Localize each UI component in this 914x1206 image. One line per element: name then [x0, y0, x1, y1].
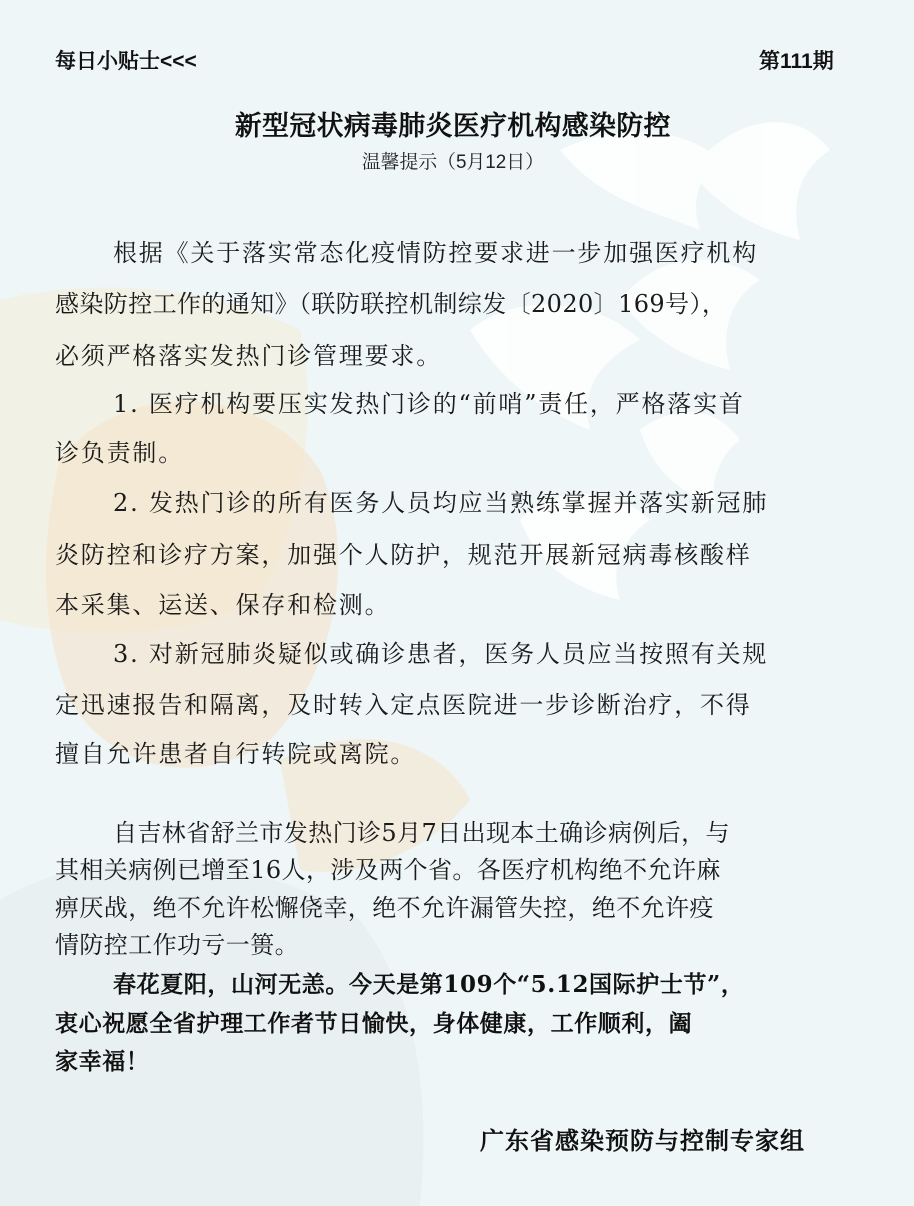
- paragraph-1-line-2: 感染防控工作的通知》（联防联控机制综发〔2020〕169号），: [55, 290, 727, 318]
- item-1-line-1: 1. 医疗机构要压实发热门诊的“前哨”责任，严格落实首: [113, 390, 745, 418]
- item-3-line-1: 3. 对新冠肺炎疑似或确诊患者，医务人员应当按照有关规: [113, 640, 769, 668]
- item-2-line-2: 炎防控和诊疗方案，加强个人防护，规范开展新冠病毒核酸样: [55, 541, 752, 569]
- item-3-line-2: 定迅速报告和隔离，及时转入定点医院进一步诊断治疗，不得: [55, 691, 752, 719]
- closing-line-2: 衷心祝愿全省护理工作者节日愉快，身体健康，工作顺利，阖: [55, 1010, 693, 1037]
- page-title: 新型冠状病毒肺炎医疗机构感染防控: [234, 111, 671, 142]
- issue-number: 第111期: [759, 50, 834, 73]
- paragraph-2-line-1: 自吉林省舒兰市发热门诊5月7日出现本土确诊病例后，与: [113, 819, 730, 847]
- item-2-line-3: 本采集、运送、保存和检测。: [55, 591, 391, 619]
- paragraph-2-line-2: 其相关病例已增至16人，涉及两个省。各医疗机构绝不允许麻: [55, 856, 721, 884]
- paragraph-2-line-4: 情防控工作功亏一篑。: [55, 931, 299, 959]
- paragraph-2-line-3: 痹厌战，绝不允许松懈侥幸，绝不允许漏管失控，绝不允许疫: [55, 894, 714, 922]
- closing-line-1: 春花夏阳，山河无恙。今天是第109个“5.12国际护士节”，: [113, 971, 745, 998]
- item-1-line-2: 诊负责制。: [55, 439, 184, 467]
- paragraph-1-line-1: 根据《关于落实常态化疫情防控要求进一步加强医疗机构: [113, 239, 758, 267]
- signature: 广东省感染预防与控制专家组: [480, 1126, 805, 1155]
- item-2-line-1: 2. 发热门诊的所有医务人员均应当熟练掌握并落实新冠肺: [113, 489, 769, 517]
- page-subtitle: 温馨提示（5月12日）: [361, 152, 544, 173]
- item-3-line-3: 擅自允许患者自行转院或离院。: [55, 740, 417, 768]
- header-series-label: 每日小贴士<<<: [55, 50, 197, 73]
- closing-line-3: 家幸福！: [55, 1048, 150, 1075]
- paragraph-1-line-3: 必须严格落实发热门诊管理要求。: [55, 342, 442, 370]
